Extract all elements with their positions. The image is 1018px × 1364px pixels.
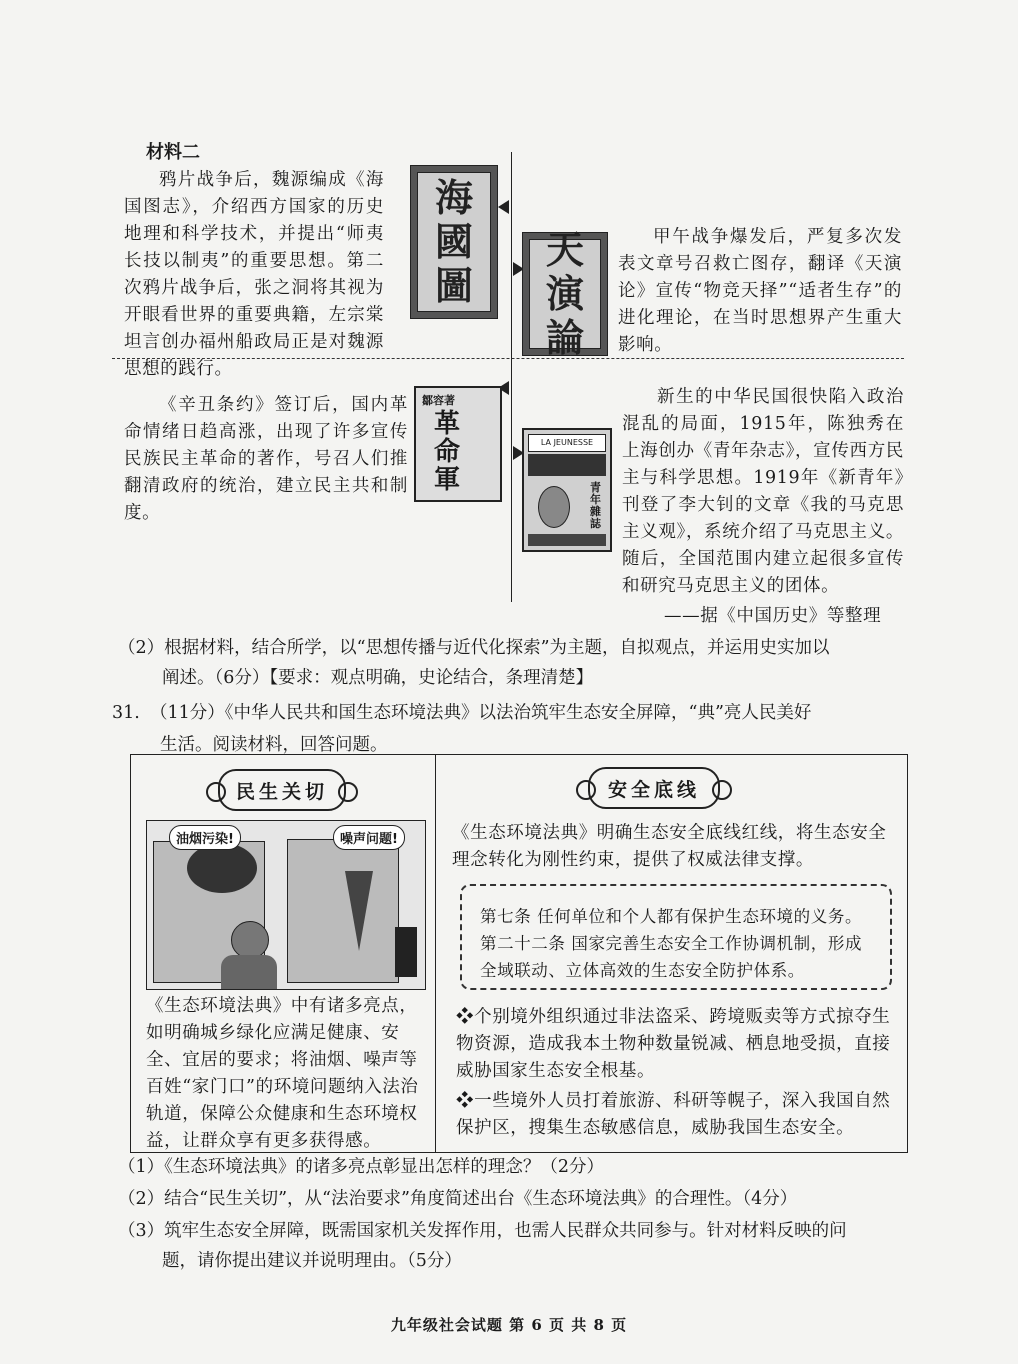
question-31-2: （2）结合“民生关切”，从“法治要求”角度简述出台《生态环境法典》的合理性。（4分）	[118, 1189, 798, 1209]
question-31-3-line2: 题，请你提出建议并说明理由。（5分）	[162, 1251, 462, 1271]
person-body	[221, 955, 277, 989]
book-cover-tianyanlun	[522, 227, 608, 360]
book-author: 鄒容著	[422, 394, 455, 407]
book-char: 演	[545, 271, 584, 316]
badge-label: 民生关切	[235, 780, 328, 803]
material-paragraph-tianyan: 甲午战争爆发后，严复多次发表文章号召救亡图存，翻译《天演论》宣传“物竞天择”“适者生存”的进化理论，在当时思想界产生重大影响。	[618, 227, 902, 355]
right-panel-intro: 《生态环境法典》明确生态安全底线红线，将生态安全理念转化为刚性约束，提供了权威法律支撑。	[452, 823, 887, 870]
magazine-footer-bar	[528, 534, 606, 546]
badge-label: 安全底线	[607, 778, 700, 801]
question-31-1: （1）《生态环境法典》的诸多亮点彰显出怎样的理念？（2分）	[118, 1157, 605, 1177]
book-char: 圖	[434, 263, 473, 308]
book-char: 軍	[434, 465, 461, 495]
magazine-cover-qingnian	[522, 428, 612, 552]
left-panel-text: 《生态环境法典》中有诸多亮点，如明确城乡绿化应满足健康、安全、宜居的要求；将油烟、噪声等百姓“家门口”的环境问题纳入法治轨道，保障公众健康和生态环境权益，让群众享有更多获得感。	[146, 996, 419, 1151]
book-cover-haiguotuzhi	[410, 165, 498, 319]
material-source: ——据《中国历史》等整理	[664, 606, 882, 626]
speech-bubble-smoke: 油烟污染!	[169, 825, 241, 850]
question-31-3-line1: （3）筑牢生态安全屏障，既需国家机关发挥作用，也需人民群众共同参与。针对材料反映的问	[118, 1221, 847, 1241]
building-right	[287, 839, 399, 983]
question-30-2-line2: 阐述。（6分）【要求：观点明确，史论结合，条理清楚】	[162, 668, 594, 688]
page-footer: 九年级社会试题 第 6 页 共 8 页	[390, 1316, 628, 1334]
book-char: 命	[434, 437, 461, 467]
book-char: 論	[545, 315, 584, 360]
person-head	[231, 921, 269, 959]
magazine-masthead: LA JEUNESSE	[528, 434, 606, 452]
portrait-icon	[538, 486, 570, 528]
right-bullet-1: ❖个别境外组织通过非法盗采、跨境贩卖等方式掠夺生物资源，造成我本土物种数量锐减、栖息地受损，直接威胁国家生态安全根基。	[456, 1007, 891, 1081]
badge-minsheng	[218, 769, 346, 811]
question-31-number: 31.	[112, 703, 140, 723]
right-bullet-2: ❖一些境外人员打着旅游、科研等幌子，深入我国自然保护区，搜集生态敏感信息，威胁我国生态安全。	[456, 1091, 891, 1138]
material-paragraph-xinchou: 《辛丑条约》签订后，国内革命情绪日趋高涨，出现了许多宣传民族民主革命的著作，号召人们推翻清政府的统治，建立民主共和制度。	[124, 395, 408, 523]
question-30-2-line1: （2）根据材料，结合所学，以“思想传播与近代化探索”为主题，自拟观点，并运用史实加以	[118, 638, 830, 658]
timeline-line	[511, 152, 512, 602]
smoke-cloud	[187, 843, 257, 893]
book-cover-gemingjun	[414, 386, 502, 502]
material-title: 材料二	[146, 142, 200, 163]
magazine-banner	[528, 454, 606, 476]
material-paragraph-xinqingnian: 新生的中华民国很快陷入政治混乱的局面，1915年，陈独秀在上海创办《青年杂志》，宣传西方民主与科学思想。1919年《新青年》刊登了李大钊的文章《我的马克思主义观》，系统介绍了马克思主义。随后，全国范围内建立起很多宣传和研究马克思主义的团体。	[622, 387, 904, 596]
cartoon-pollution-noise	[146, 820, 426, 990]
article-7: 第七条 任何单位和个人都有保护生态环境的义务。	[480, 907, 863, 926]
question-31-line1: （11分）《中华人民共和国生态环境法典》以法治筑牢生态安全屏障，“典”亮人民美好	[150, 703, 812, 723]
speech-bubble-noise: 噪声问题!	[333, 825, 405, 850]
article-22: 第二十二条 国家完善生态安全工作协调机制，形成全域联动、立体高效的生态安全防护体系。	[480, 934, 863, 980]
book-char: 國	[434, 219, 473, 264]
book-char: 天	[545, 227, 584, 272]
question-31-line2: 生活。阅读材料，回答问题。	[160, 735, 388, 755]
material-paragraph-haiguo: 鸦片战争后，魏源编成《海国图志》，介绍西方国家的历史地理和科学技术，并提出“师夷长技以制夷”的重要思想。第二次鸦片战争后，张之洞将其视为开眼看世界的重要典籍，左宗棠坦言创办福州船政局正是对魏源思想的践行。	[124, 170, 384, 379]
book-char: 海	[434, 175, 473, 220]
book-char: 革	[434, 409, 461, 439]
material-box-divider	[435, 754, 436, 1152]
speaker-icon	[395, 927, 417, 977]
lightning-icon	[345, 871, 373, 951]
magazine-side-title: 青年雜誌	[590, 481, 601, 530]
timeline-pin	[498, 200, 509, 214]
badge-anquan	[588, 767, 720, 809]
